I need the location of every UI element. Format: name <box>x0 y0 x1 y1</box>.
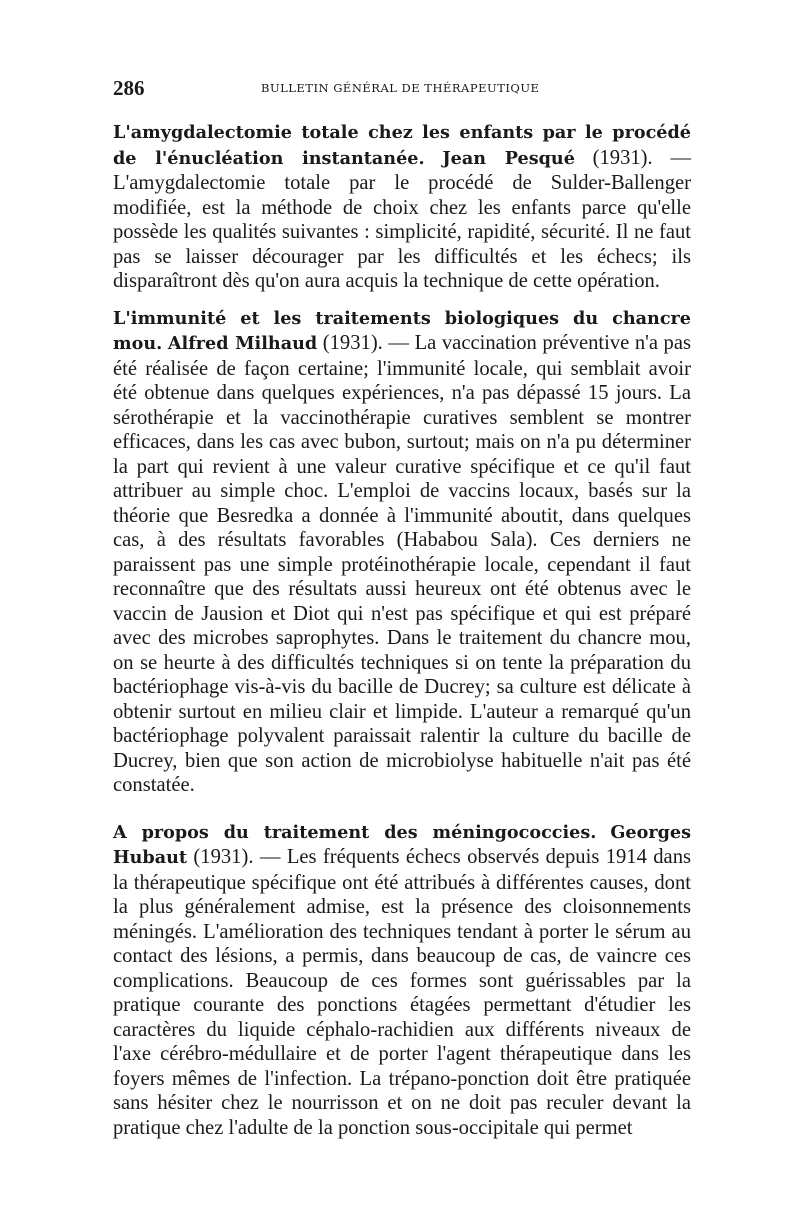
abstract-author: Georges Hubaut <box>113 821 691 868</box>
running-head <box>113 68 691 108</box>
abstract-author: Alfred Milhaud <box>167 333 318 354</box>
abstract-body: L'amygdalectomie totale par le procédé de Sulder-Ballenger modifiée, est la méthode de choix chez les enfants parce qu'elle possède les qualités suivantes : simplicité, rapidité, sécurité. Il ne faut pas se laisser décourager par les difficultés et les échecs; ils disparaîtront dès qu'on aura acquis la technique de cette opération. <box>113 172 691 292</box>
page-number: 286 <box>113 76 145 100</box>
abstract-dash: — <box>670 146 692 169</box>
journal-title: BULLETIN GÉNÉRAL DE THÉRAPEUTIQUE <box>261 81 540 95</box>
abstract-year: (1931). <box>322 332 383 354</box>
abstract-body: La vaccination préventive n'a pas été réalisée de façon certaine; l'immunité locale, qui semblait avoir été obtenue dans quelques expériences, n'a pas dépassé 15 jours. La sérothérapie et la vaccinothérapie curatives semblent se montrer efficaces, dans les cas avec bubon, surtout; mais on n'a pu déterminer la part qui revient à une valeur curative spécifique et ce qu'il faut attribuer au simple choc. L'emploi de vaccins locaux, basés sur la théorie que Besredka a donnée à l'immunité aboutit, dans quelques cas, à des résultats favorables (Hababou Sala). Ces derniers ne paraissent pas une simple protéinothérapie locale, cependant il faut reconnaître que des résultats aussi heureux ont été obtenus avec le vaccin de Jausion et Diot qui n'est pas spécifique et qui est préparé avec des microbes saprophytes. Dans le traitement du chancre mou, on se heurte à des difficultés techniques si on tente la préparation du bactériophage vis-à-vis du bacille de Ducrey; sa culture est délicate à obtenir surtout en milieu clair et limpide. L'auteur a remarqué qu'un bactériophage polyvalent paraissait ralentir la culture du bacille de Ducrey, bien que son action de microbiolyse habituelle n'ait pas été constatée. <box>113 332 692 796</box>
abstract-title: L'immunité et les traitements biologiques du chancre mou. <box>113 307 691 354</box>
abstract-title: A propos du traitement des méningococcies. <box>113 821 597 843</box>
abstract-dash: — <box>388 332 410 354</box>
abstract-amygdalectomie <box>113 120 691 294</box>
abstract-dash: — <box>259 846 281 868</box>
abstract-year: (1931). <box>592 146 653 169</box>
abstract-title: L'amygdalectomie totale chez les enfants par le procédé de l'énucléation instantanée. <box>113 122 691 169</box>
abstract-body: Les fréquents échecs observés depuis 1914 dans la thérapeutique spécifique ont été attribués à différentes causes, dont la plus généralement admise, est la présence des cloisonnements méningés. L'amélioration des techniques tendant à porter le sérum au contact des lésions, a permis, dans beaucoup de cas, de vaincre ces complications. Beaucoup de ces formes sont guérissables par la pratique courante des ponctions étagées permettant d'étudier les caractères du liquide céphalo-rachidien aux différents niveaux de l'axe cérébro-médullaire et de porter l'agent thérapeutique dans les foyers mêmes de l'infection. La trépano-ponction doit être pratiquée sans hésiter chez le nourrisson et on ne doit pas reculer devant la pratique chez l'adulte de la ponction sous-occipitale qui permet <box>113 846 692 1139</box>
page-content <box>113 68 691 1140</box>
abstract-author: Jean Pesqué <box>442 147 575 169</box>
abstract-chancre-mou <box>113 306 691 798</box>
abstract-year: (1931). <box>193 846 254 868</box>
abstract-meningococcies <box>113 820 691 1141</box>
